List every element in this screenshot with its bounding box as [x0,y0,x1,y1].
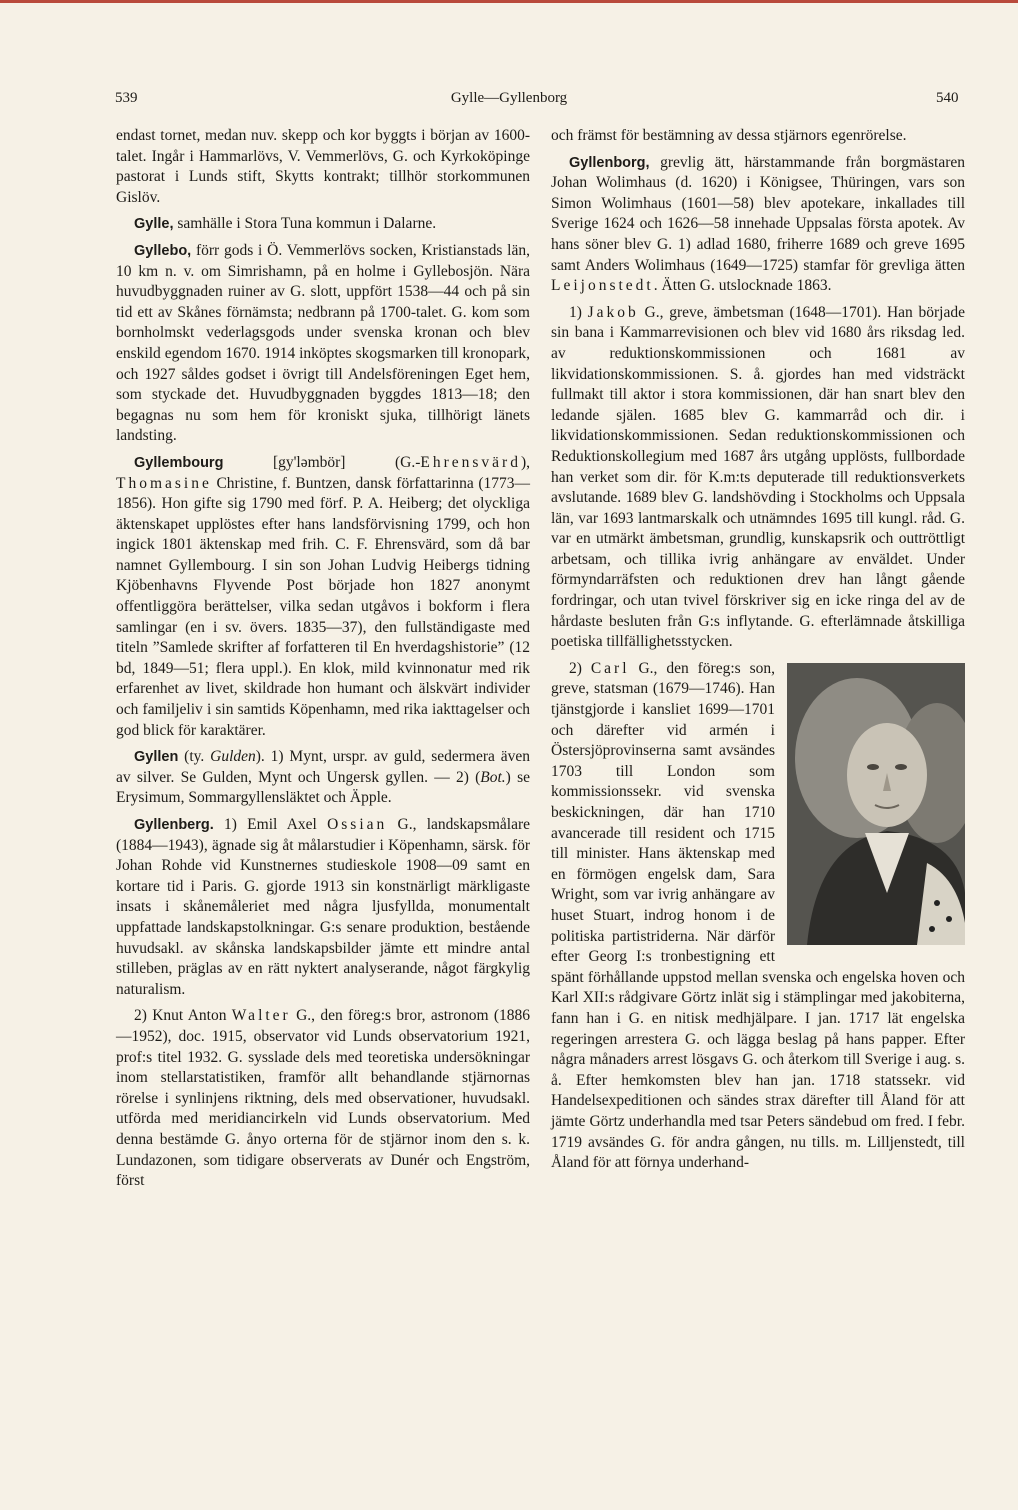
running-title: Gylle—Gyllenborg [450,90,568,106]
entry-text: G., den föreg:s son, greve, statsman (1679—1746). Han tjänstgjorde i kansliet 1699—1701 och därefter vid armén i Östersjöprovinserna samt avsändes 1703 till London som kommissionssekr. vid svenska beskickningen, där han 1710 avancerade till resident och 1715 till minister. Hans äktenskap med en förmögen engelsk dam, Sara Wright, som var ivrig anhängare av huset Stuart, indrog honom i de politiska partistriderna. När därför efter Georg I:s tronbestigning ett spänt förhållande uppstod mellan svenska och engelska hoven och Karl XII:s rådgivare Görtz inlät sig i stämplingar med jakobiterna, fann han i G. en nitisk medhjälpare. I jan. 1717 lät engelska regeringen arrestera G. och lägga beslag på hans papper. Efter några månaders arrest lösgavs G. och återkom till Sverige i aug. s. å. Efter hemkomsten blev han jan. 1718 statssekr. vid Handelsexpeditionen och sändes strax därefter till Åland för att jämte Görtz underhandla med tsar Peters sändebud om fred. I febr. 1719 avsändes G. för andra gången, nu tills. m. Lilljenstedt, till Åland för att förnya underhand- [551,659,965,1172]
entry-continuation: och främst för bestämning av dessa stjärnors egenrörelse. [551,127,907,144]
entry-text: 1) Emil Axel [213,816,328,833]
spaced-name: Leijonstedt [551,277,654,295]
entry-text: ), [520,453,530,471]
headword: Gyllenborg, [569,154,650,171]
entry-gyllenberg-walter [116,1006,530,1191]
entry-text: . Ätten G. utslocknade 1863. [653,277,832,295]
entry-text: (ty. [178,748,211,766]
entry-gyllen [116,747,530,809]
spaced-name: Thomasine [116,474,212,492]
entry-gyllenborg [551,153,965,297]
portrait-figure [787,663,965,945]
headword: Gyllembourg [134,454,224,471]
entry-carl-gyllenborg [551,659,965,1174]
entry-gylle [116,214,530,235]
spaced-name: Ehrensvärd [420,453,521,471]
headword: Gyllebo, [134,242,192,259]
spaced-name: Carl [590,659,630,677]
entry-text: samhälle i Stora Tuna kommun i Dalarne. [173,215,437,233]
entry-text: grevlig ätt, härstammande från borgmästaren Johan Wolimhaus (d. 1620) i Königsee, Thüringen, vars son Simon Wolimhaus (1601—58) blev apotekare, inkallades till Sverige 1624 och 1626—58 innehade Uppsalas första apotek. Av hans söner blev G. 1) adlad 1680, friherre 1689 och greve 1695 samt Anders Wolimhaus (1649—1725) stamfar för grevliga ätten [551,153,965,274]
page-top-edge [0,0,1018,3]
italic-text: Gulden [210,748,256,766]
entry-text: 1) [569,303,588,321]
entry-text: ) se Erysimum, Sommargyllensläktet och Äpple. [116,768,530,807]
spaced-name: Ossian [327,816,388,833]
spaced-name: Walter [231,1007,291,1025]
entry-gyllembourg [116,453,530,741]
entry-text: G., greve, ämbetsman (1648—1701). Han började sin bana i Kammarrevisionen och blev vid 1680 års riksdag led. av reduktionskommissionen och 1681 av likvidationskommissionen. S. å. gjordes han med vidsträckt fullmakt till aktor i stora kommissionen, där han snart blev den ledande själen. 1685 blev G. kammarråd och dir. i likvidationskommissionen. Sedan reduktionskommissionen och Reduktionskollegium med 1687 års utgång upplösts, fullbordade han verket som dir. för K.m:ts deputerade till reduktionsverkets avslutande. 1689 blev G. landshövding i Stockholms och Uppsala län, var 1693 lantmarskalk och utnämndes 1695 till kungl. råd. G. var en utmärkt ämbetsman, grundlig, kunskapsrik och outtröttligt arbetsam, och tillika ivrig anhängare av enväldet. Under förmyndarräfsten och reduktionen drev han långt gående fordringar, och utan tvivel förskriver sig en icke ringa del av de hårdaste besluten från G:s inflytande. G. efterlämnade åtskilliga poetiska tillfällighetsstycken. [551,303,965,651]
entry-gyllebo [116,241,530,447]
running-header [0,90,1018,114]
italic-text: Bot. [480,768,506,786]
headword: Gyllen [134,749,179,766]
left-column [116,126,530,1198]
entry-text: ). 1) Mynt, urspr. av guld, sedermera även av silver. Se Gulden, Mynt och Ungersk gyllen. — 2) ( [116,748,530,786]
entry-text: förr gods i Ö. Vemmerlövs socken, Kristianstads län, 10 km n. v. om Simrishamn, på en holme i Gyllebosjön. Nära huvudbyggnaden ruiner av G. slott, uppfört 1538—44 och på sin tid ett av Skånes förnämsta; nedbrann på 1700-talet. G. kom som bornholmskt vederlagsgods under svenska kronan och blev enskild egendom 1670. 1914 inköptes skogsmarken till kronopark, och 1927 såldes godset i övrigt till Andelsföreningen Eget hem, som styckade det. Huvudbyggnaden byggdes 1813—18; den begagnas nu som hem för kroniskt sjuka, tillhörigt länets landsting. [116,241,530,445]
entry-text: 2) Knut Anton [134,1007,232,1025]
entry-continuation: endast tornet, medan nuv. skepp och kor byggts i början av 1600-talet. Ingår i Hammarlövs, V. Vemmerlövs, G. och Kyrkoköpinge pastorat i Lunds stift, Skytts kontrakt; tillhör storkommunen Gislöv. [116,127,530,206]
spaced-name: Jakob [587,303,639,321]
entry-jakob-gyllenborg [551,303,965,653]
portrait-image [787,663,965,945]
entry-text: [gy'lәmbör] (G.- [223,453,421,471]
entry-gyllenberg [116,815,530,1000]
entry-text: G., landskapsmålare (1884—1943), ägnade sig åt målarstudier i Köpenhamn, särsk. för Johan Rohde vid Kunstnernes studieskole 1908—09 samt en kortare tid i Paris. G. gjorde 1913 sin konstnärligt märkligaste insats i skånemåleriet med några ljusfyllda, monumentalt uppfattade landskapstolkningar. G:s senare produktion, bestående huvudsakl. av skånska landskapsbilder jämte ett mindre antal stilleben, präglas av en rätt nyktert analyserande, något färgkylig naturalism. [116,816,530,998]
entry-text: 2) [569,659,591,677]
entry-text: Christine, f. Buntzen, dansk författarinna (1773—1856). Hon gifte sig 1790 med förf. P. A. Heiberg; det olyckliga äktenskapet upplöstes efter hans landsförvisning 1799, och hon ingick 1801 äktenskap med frih. C. F. Ehrensvärd, som då bar namnet Gyllembourg. I sin son Johan Ludvig Heibergs tidning Kjöbenhavns Flyvende Post började hon 1827 anonymt offentliggöra berättelser, vilka sedan utgåvos i bokform i flera samlingar (en i sv. övers. 1835—37), den fullständigaste med titeln ”Samlede skrifter af forfatteren til En hverdagshistorie” (12 bd, 1849—51; flera uppl.). En klok, mild kvinnonatur med rik erfarenhet av livet, skildrade hon humant och älskvärt individer och familjeliv i sin samtids Köpenhamn, med rika iakttagelser och god blick för karaktärer. [116,474,530,739]
entry-text: G., den föreg:s bror, astronom (1886—1952), doc. 1915, observator vid Lunds observatorium 1921, prof:s titel 1932. G. sysslade dels med teoretiska undersökningar inom stellarstatistiken, framför allt behandlande stjärnornas rörelse i synlinjens riktning, dels med observationer, huvudsakl. utförda med meridiancirkeln vid Lunds observatorium. Med denna bestämde G. ånyo orterna för de stjärnor inom den s. k. Lundazonen, som tidigare observerats av Dunér och Engström, först [116,1007,530,1190]
right-column [551,126,965,1180]
page-number-left: 539 [115,90,138,106]
headword: Gyllenberg. [134,817,214,833]
page-number-right: 540 [936,90,959,106]
headword: Gylle, [134,216,174,233]
